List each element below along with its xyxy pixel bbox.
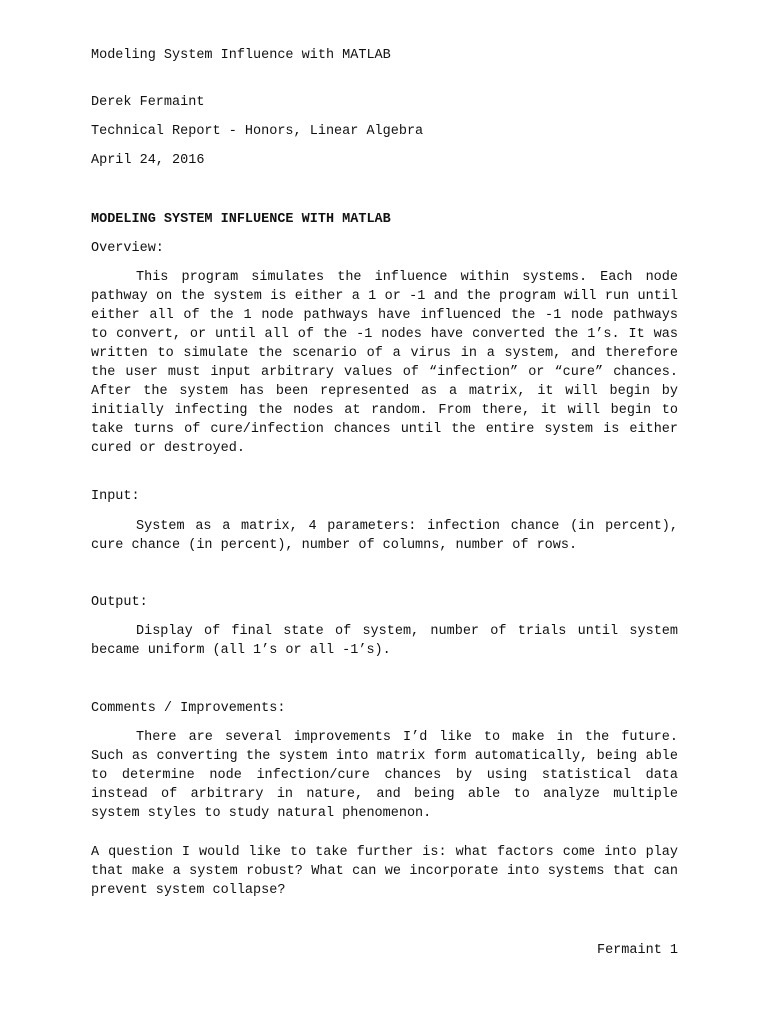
input-text: System as a matrix, 4 parameters: infection chance (in percent), cure chance (in percent), number of columns, number of rows.	[91, 519, 678, 553]
running-title: Modeling System Influence with MATLAB	[91, 48, 391, 63]
comments-text: There are several improvements I’d like to make in the future. Such as converting the system into matrix form automatically, being able to determine node infection/cure chances by using statistical data instead of arbitrary in nature, and being able to analyze multiple system styles to study natural phenomenon.	[91, 730, 678, 821]
question-paragraph: A question I would like to take further is: what factors come into play that make a system robust? What can we incorporate into systems that can prevent system collapse?	[91, 845, 678, 898]
input-heading: Input:	[91, 489, 140, 504]
report-date: April 24, 2016	[91, 153, 205, 168]
overview-paragraph	[91, 268, 678, 458]
page-footer: Fermaint 1	[596, 943, 678, 958]
output-text: Display of final state of system, number of trials until system became uniform (all 1’s or all -1’s).	[91, 624, 678, 658]
document-title: MODELING SYSTEM INFLUENCE WITH MATLAB	[91, 212, 391, 227]
comments-heading: Comments / Improvements:	[91, 701, 286, 716]
overview-heading: Overview:	[91, 241, 164, 256]
author-name: Derek Fermaint	[91, 95, 205, 110]
comments-paragraph	[91, 728, 678, 823]
output-paragraph	[91, 622, 678, 660]
input-paragraph	[91, 517, 678, 555]
output-heading: Output:	[91, 595, 148, 610]
overview-text: This program simulates the influence within systems. Each node pathway on the system is either a 1 or -1 and the program will run until either all of the 1 node pathways have influenced the -1 node pathways to convert, or until all of the -1 nodes have converted the 1’s. It was written to simulate the scenario of a virus in a system, and therefore the user must input arbitrary values of “infection” or “cure” chances. After the system has been represented as a matrix, it will begin by initially infecting the nodes at random. From there, it will begin to take turns of cure/infection chances until the entire system is either cured or destroyed.	[91, 270, 678, 456]
course-name: Technical Report - Honors, Linear Algebra	[91, 124, 424, 139]
